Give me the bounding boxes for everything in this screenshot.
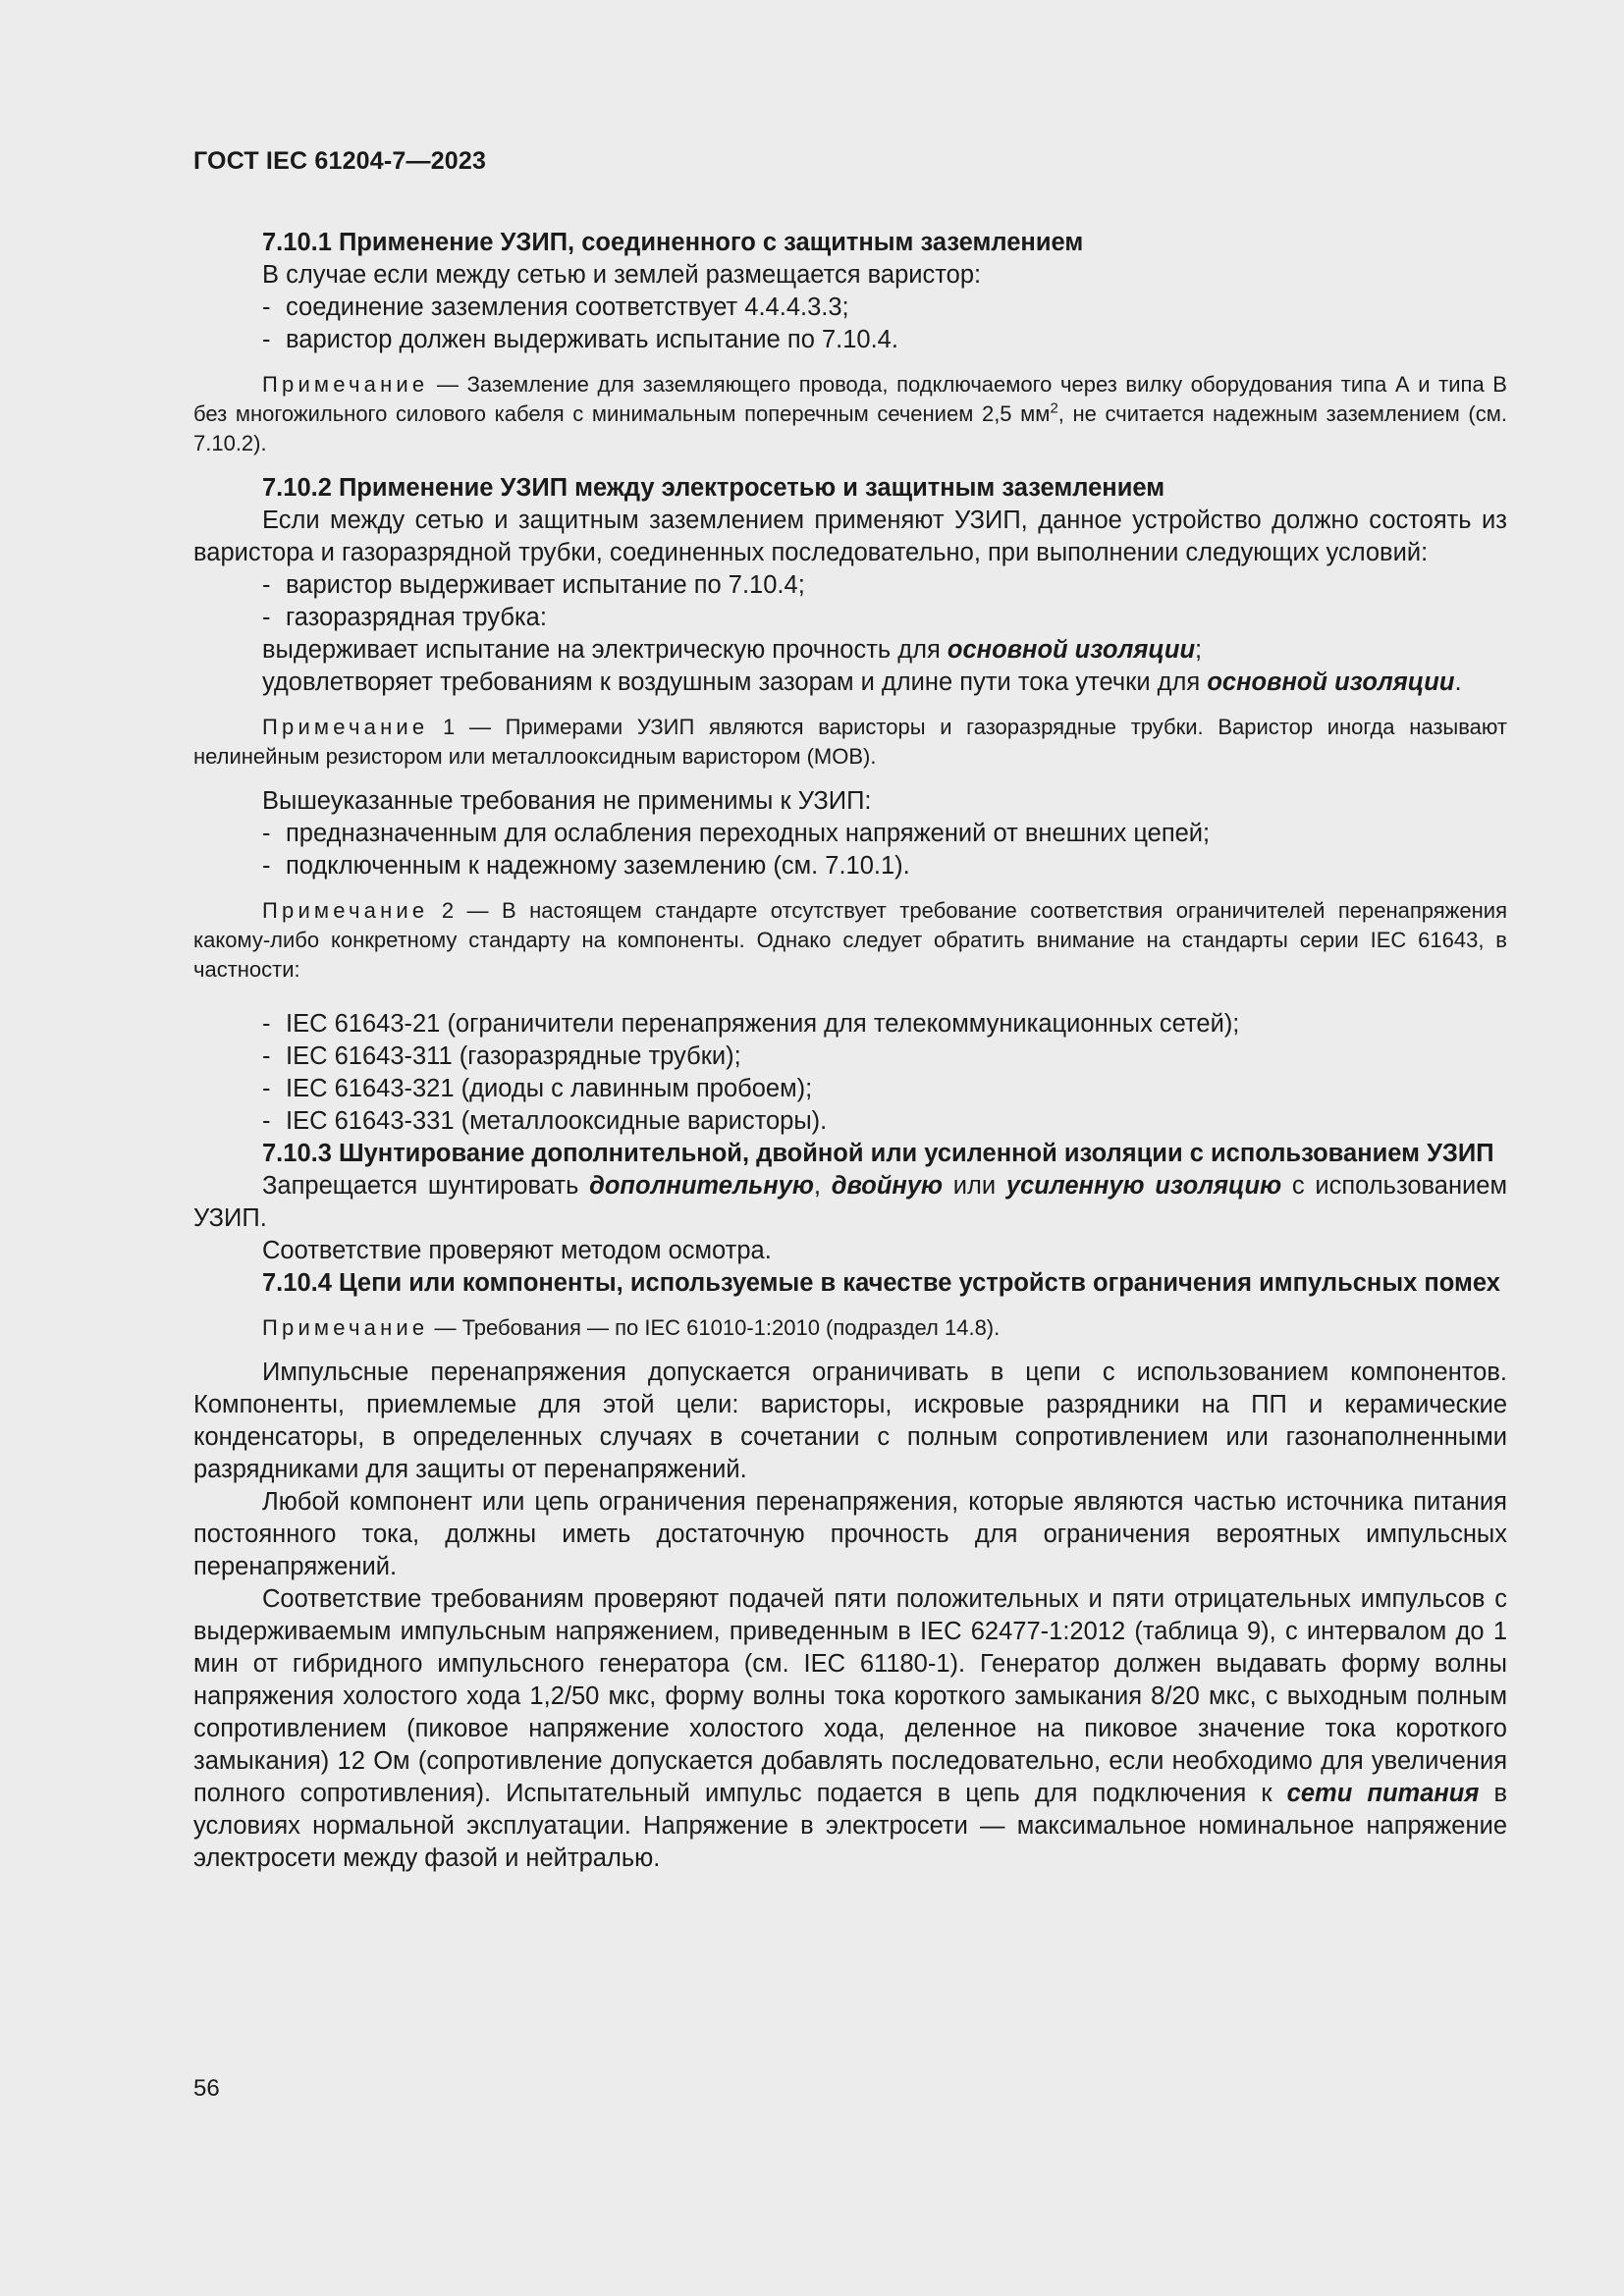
paragraph: Если между сетью и защитным заземлением применяют УЗИП, данное устройство должно состоять из варистора и газоразрядной трубки, соединенных последовательно, при выполнении следующих условий: bbox=[193, 507, 1507, 566]
list-item: - IEC 61643-311 (газоразрядные трубки); bbox=[262, 1042, 741, 1070]
note: Примечание — Требования — по IEC 61010-1:2010 (подраздел 14.8). bbox=[262, 1315, 1001, 1340]
document-page bbox=[193, 147, 1507, 1875]
list-item: - IEC 61643-21 (ограничители перенапряжения для телекоммуникационных сетей); bbox=[262, 1010, 1240, 1038]
page-number: 56 bbox=[193, 2075, 220, 2102]
paragraph: выдерживает испытание на электрическую прочность для основной изоляции; bbox=[262, 636, 1203, 664]
section-heading-7-10-1: 7.10.1 Применение УЗИП, соединенного с защитным заземлением bbox=[262, 229, 1084, 256]
section-heading-7-10-4: 7.10.4 Цепи или компоненты, используемые в качестве устройств ограничения импульсных помех bbox=[262, 1269, 1500, 1297]
document-body bbox=[193, 227, 1507, 1875]
paragraph: В случае если между сетью и землей размещается варистор: bbox=[262, 261, 982, 289]
section-heading-7-10-2: 7.10.2 Применение УЗИП между электросетью и защитным заземлением bbox=[262, 474, 1165, 502]
list-item: - IEC 61643-321 (диоды с лавинным пробоем); bbox=[262, 1075, 813, 1102]
note: Примечание 1 — Примерами УЗИП являются варисторы и газоразрядные трубки. Варистор иногда называют нелинейным резистором или металлооксидным варистором (MOB). bbox=[193, 715, 1507, 769]
document-header: ГОСТ IEC 61204-7—2023 bbox=[193, 147, 487, 175]
paragraph: Запрещается шунтировать дополнительную, двойную или усиленную изоляцию с использованием УЗИП. bbox=[193, 1172, 1508, 1232]
paragraph: Любой компонент или цепь ограничения перенапряжения, которые являются частью источника питания постоянного тока, должны иметь достаточную прочность для ограничения вероятных импульсных перенапряжений. bbox=[193, 1488, 1507, 1580]
paragraph: Импульсные перенапряжения допускается ограничивать в цепи с использованием компонентов. Компоненты, приемлемые для этой цели: варисторы, искровые разрядники на ПП и керамические конденсаторы, в определенных случаях в сочетании с полным сопротивлением или газонаполненными разрядниками для защиты от перенапряжений. bbox=[193, 1359, 1507, 1483]
paragraph: Соответствие требованиям проверяют подачей пяти положительных и пяти отрицательных импульсов с выдерживаемым импульсным напряжением, приведенным в IEC 62477-1:2012 (таблица 9), с интервалом до 1 мин от гибридного импульсного генератора (см. IEC 61180-1). Генератор должен выдавать форму волны напряжения холостого хода 1,2/50 мкс, форму волны тока короткого замыкания 8/20 мкс, с выходным полным сопротивлением (пиковое напряжение холостого хода, деленное на пиковое значение тока короткого замыкания) 12 Ом (сопротивление допускается добавлять последовательно, если необходимо для увеличения полного сопротивления). Испытательный импульс подается в цепь для подключения к сети питания в условиях нормальной эксплуатации. Напряжение в электросети — максимальное номинальное напряжение электросети между фазой и нейтралью. bbox=[193, 1585, 1508, 1872]
list-item: - варистор выдерживает испытание по 7.10.4; bbox=[262, 571, 805, 599]
note: Примечание 2 — В настоящем стандарте отсутствует требование соответствия ограничителей перенапряжения какому-либо конкретному стандарту на компоненты. Однако следует обратить внимание на стандарты серии IEC 61643, в частности: bbox=[193, 898, 1507, 982]
list-item: - подключенным к надежному заземлению (см. 7.10.1). bbox=[262, 852, 910, 880]
list-item: - соединение заземления соответствует 4.4.4.3.3; bbox=[262, 294, 849, 321]
list-item: - IEC 61643-331 (металлооксидные варисторы). bbox=[262, 1107, 828, 1135]
paragraph: удовлетворяет требованиям к воздушным зазорам и длине пути тока утечки для основной изоляции. bbox=[262, 668, 1462, 696]
paragraph: Вышеуказанные требования не применимы к УЗИП: bbox=[262, 787, 872, 815]
list-item: - газоразрядная трубка: bbox=[262, 604, 547, 631]
list-item: - варистор должен выдерживать испытание по 7.10.4. bbox=[262, 326, 898, 353]
note: Примечание — Заземление для заземляющего провода, подключаемого через вилку оборудования типа А и типа В без многожильного силового кабеля с минимальным поперечным сечением 2,5 $мм^2$, не считается надежным заземлением (см. 7.10.2). bbox=[193, 372, 1507, 455]
list-item: - предназначенным для ослабления переходных напряжений от внешних цепей; bbox=[262, 820, 1211, 847]
paragraph: Соответствие проверяют методом осмотра. bbox=[262, 1237, 772, 1264]
section-heading-7-10-3: 7.10.3 Шунтирование дополнительной, двойной или усиленной изоляции с использованием УЗИП bbox=[262, 1140, 1494, 1167]
